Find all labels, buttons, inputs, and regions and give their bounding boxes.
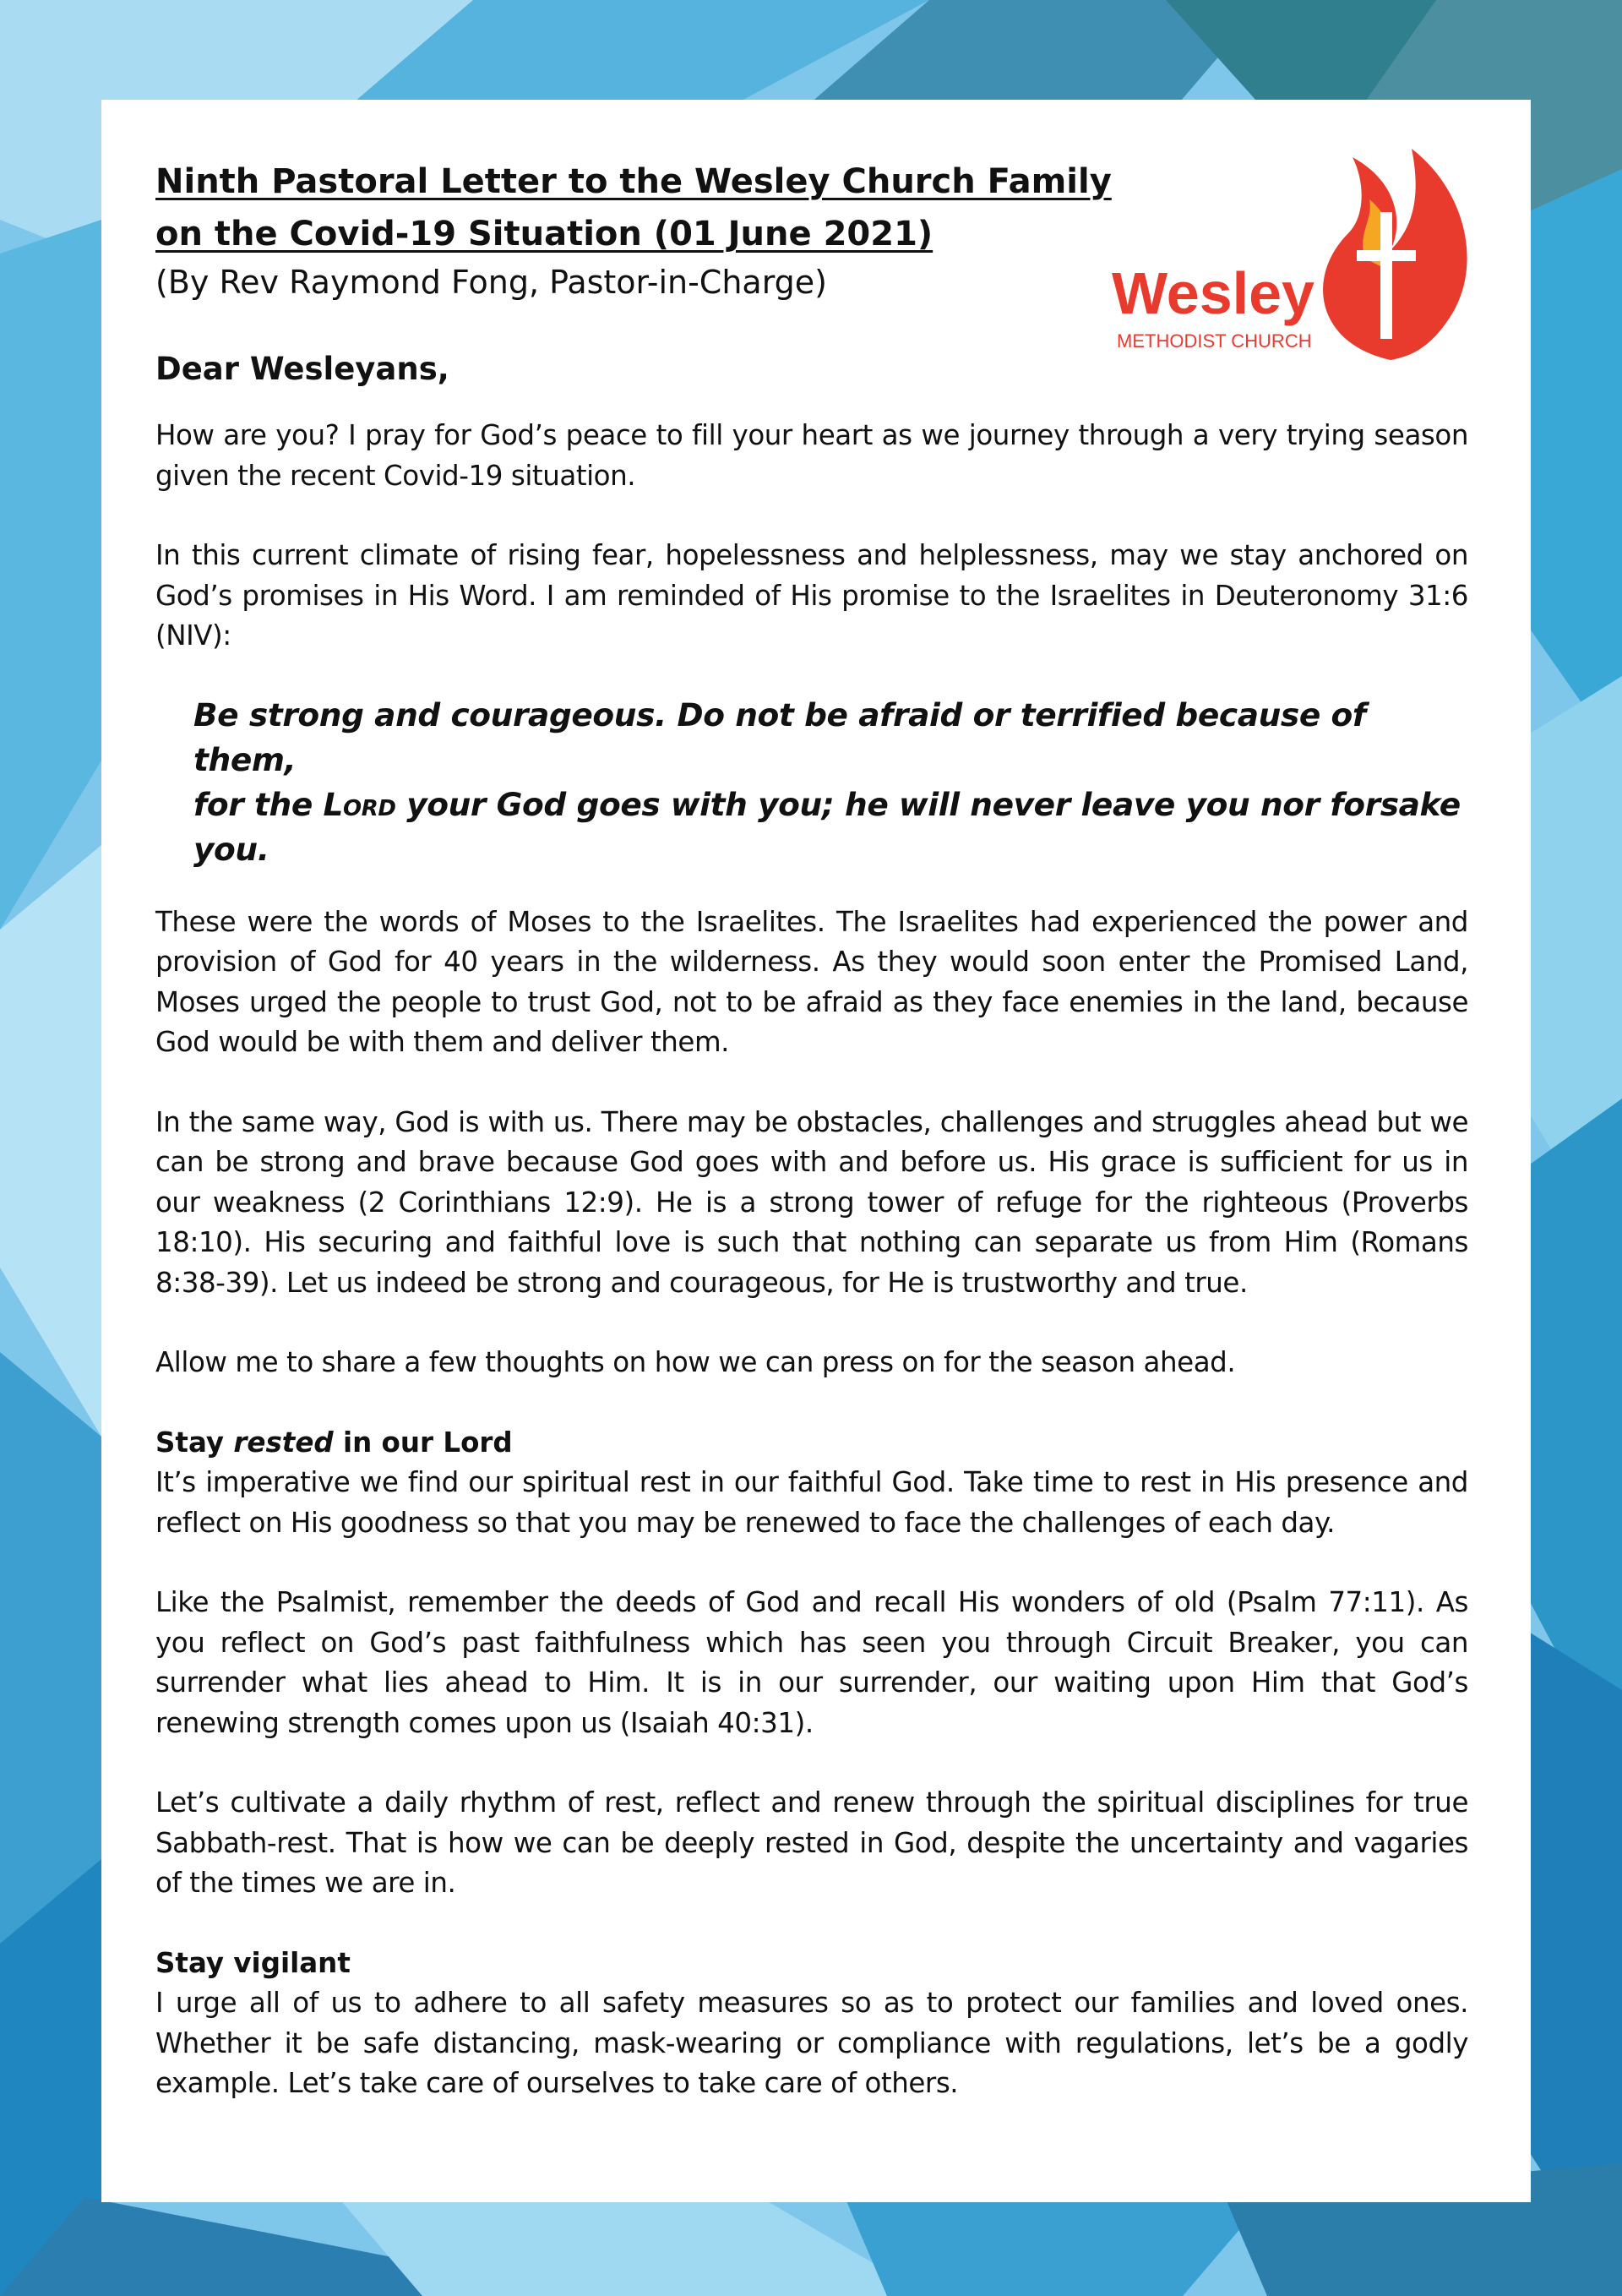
title-line-2: on the Covid-19 Situation (01 June 2021) — [155, 215, 933, 254]
scripture-quote — [193, 693, 1468, 872]
logo-wordmark: Wesley — [1112, 260, 1314, 326]
quote-line-2-start: for the — [193, 785, 324, 823]
paragraph-3: These were the words of Moses to the Israelites. The Israelites had experienced the power and provision of God for 40 years in the wilderness. As they would soon enter the Promised Land, Moses urged the people to trust God, not to be afraid as they face enemies in the land, because God would be with them and deliver them. — [155, 905, 1468, 1058]
logo-subtitle: METHODIST CHURCH — [1117, 330, 1312, 352]
quote-line-2-end: your God goes with you; he will never leave you nor forsake you. — [193, 785, 1461, 868]
letter-page — [101, 100, 1531, 2202]
section-heading-vigilant: Stay vigilant — [155, 1946, 351, 1979]
paragraph-4: In the same way, God is with us. There may be obstacles, challenges and struggles ahead but we can be strong and brave because God goes with and before us. His grace is sufficient for us in our weakness (2 Corinthians 12:9). He is a strong tower of refuge for the righteous (Proverbs 18:10). His securing and faithful love is such that nothing can separate us from Him (Romans 8:38-39). Let us indeed be strong and courageous, for He is trustworthy and true. — [155, 1105, 1468, 1299]
rested-paragraph-2: Like the Psalmist, remember the deeds of God and recall His wonders of old (Psalm 77:11). As you reflect on God’s past faithfulness which has seen you through Circuit Breaker, you can surrender what lies ahead to Him. It is in our surrender, our waiting upon Him that God’s renewing strength comes upon us (Isaiah 40:31). — [155, 1586, 1468, 1739]
rested-paragraph-3: Let’s cultivate a daily rhythm of rest, reflect and renew through the spiritual disciplines for true Sabbath-rest. That is how we can be deeply rested in God, despite the uncertainty and vagaries of the times we are in. — [155, 1786, 1468, 1899]
rested-paragraph-1: It’s imperative we find our spiritual rest in our faithful God. Take time to rest in His presence and reflect on His goodness so that you may be renewed to face the challenges of each day. — [155, 1466, 1468, 1539]
vigilant-paragraph-1: I urge all of us to adhere to all safety measures so as to protect our families and loved ones. Whether it be safe distancing, mask-wearing or compliance with regulations, let’s be a godly example. Let’s take care of ourselves to take care of others. — [155, 1987, 1468, 2099]
paragraph-2: In this current climate of rising fear, hopelessness and helplessness, may we stay anchored on God’s promises in His Word. I am reminded of His promise to the Israelites in Deuteronomy 31:6 (NIV): — [155, 539, 1468, 652]
greeting: Dear Wesleyans, — [155, 351, 449, 387]
title-line-1: Ninth Pastoral Letter to the Wesley Church Family — [155, 162, 1112, 201]
paragraph-1: How are you? I pray for God’s peace to fill your heart as we journey through a very trying season given the recent Covid-19 situation. — [155, 419, 1468, 492]
heading-rested-post: in our Lord — [333, 1426, 513, 1459]
letter-content — [155, 155, 1468, 2144]
heading-rested-emphasis: rested — [233, 1426, 334, 1459]
byline: (By Rev Raymond Fong, Pastor-in-Charge) — [155, 264, 827, 301]
page-title — [155, 155, 1468, 260]
paragraph-5: Allow me to share a few thoughts on how we can press on for the season ahead. — [155, 1346, 1236, 1378]
quote-line-1: Be strong and courageous. Do not be afraid or terrified because of them, — [193, 695, 1366, 778]
section-heading-rested — [155, 1423, 1468, 1464]
quote-lord: Lord — [323, 785, 396, 823]
heading-rested-pre: Stay — [155, 1426, 234, 1459]
